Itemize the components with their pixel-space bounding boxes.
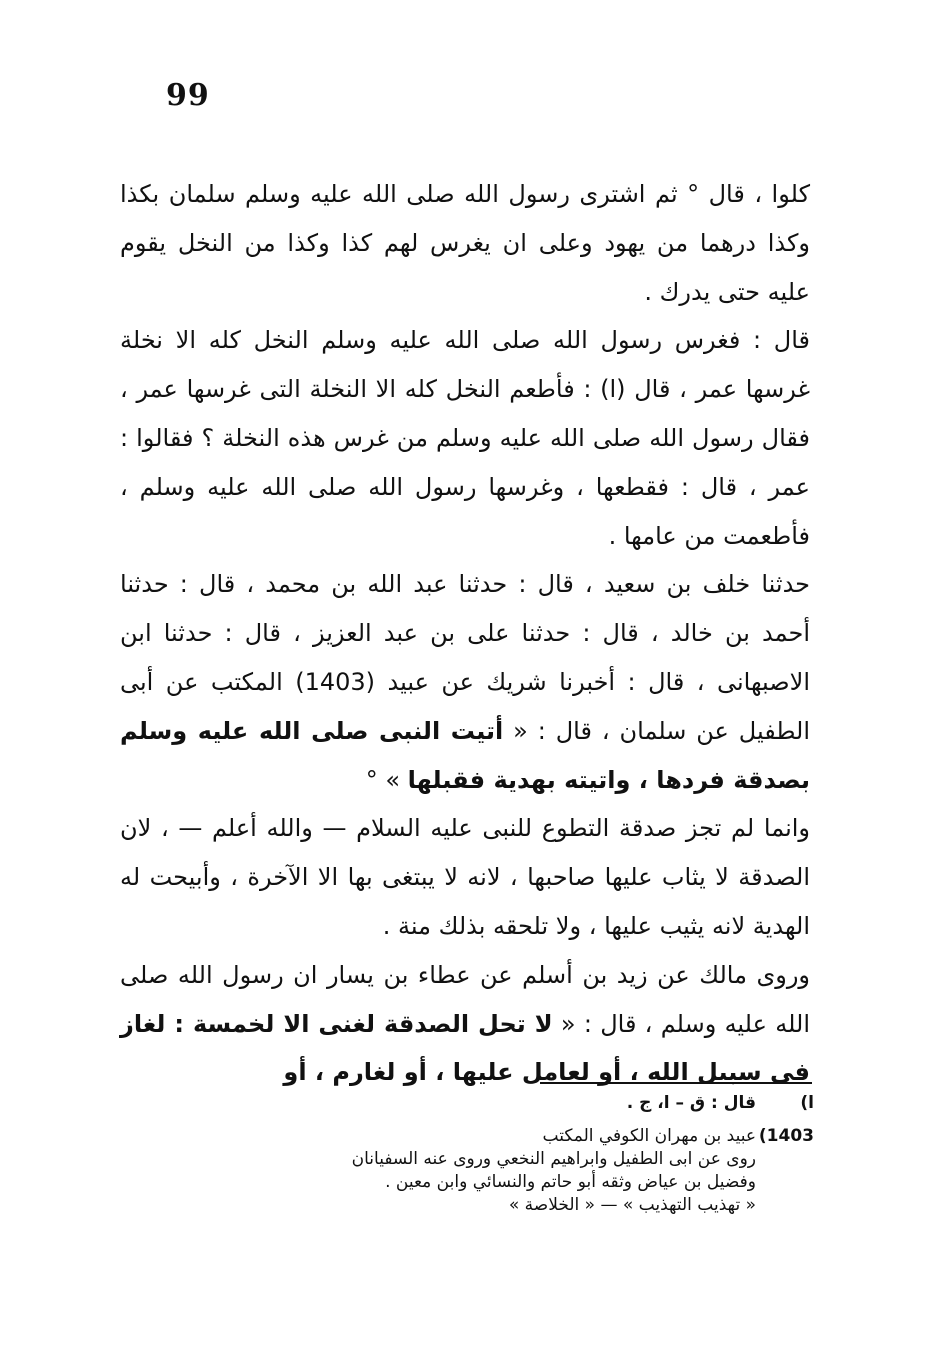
hadith-quote-gift: أتيت النبى صلى الله عليه وسلم بصدقة فردها ، واتيته بهدية فقبلها: [120, 716, 810, 794]
footnote-1403-line-3: وفضيل بن عياض وثقه أبو حاتم والنسائي وابن معين .: [385, 1172, 756, 1192]
footnote-a-text: قال : ق – ا، ج .: [626, 1093, 756, 1113]
paragraph-4: [120, 804, 810, 950]
footnote-1403-line-4: « تهذيب التهذيب » — « الخلاصة »: [508, 1195, 756, 1215]
footnote-a-marker: ا): [800, 1093, 814, 1113]
paragraph-1-text: كلوا ، قال ° ثم اشترى رسول الله صلى الله عليه وسلم سلمان بكذا وكذا درهما من يهود وعلى ان يغرس لهم كذا وكذا من النخل يقوم عليه حتى يدرك .: [120, 180, 810, 306]
footnote-1403-line-2: روى عن ابى الطفيل وابراهيم النخعي وروى عنه السفيانان: [351, 1149, 756, 1169]
page-number: 99: [166, 78, 210, 113]
main-text: [120, 170, 810, 1097]
footnote-1403-line-1: عبيد بن مهران الكوفي المكتب: [542, 1126, 756, 1146]
hadith-quote-sadaqa: لا تحل الصدقة لغنى الا لخمسة : لغاز فى سبيل الله ، أو لعامل عليها ، أو لغارم ، أو: [120, 1009, 810, 1087]
paragraph-5: [120, 951, 810, 1097]
paragraph-3: [120, 560, 810, 804]
footnote-1403-marker: 1403): [758, 1126, 814, 1146]
footnote-1403-body: [120, 1125, 756, 1217]
footnote-1403: [120, 1125, 814, 1217]
footnote-divider: [540, 1082, 812, 1084]
paragraph-4-text: وانما لم تجز صدقة التطوع للنبى عليه السلام — والله أعلم — ، لان الصدقة لا يثاب عليها صاحبها ، لانه لا يبتغى بها الا الآخرة ، وأبيحت له الهدية لانه يثيب عليها ، ولا تلحقه بذلك منة .: [120, 814, 810, 940]
paragraph-1: [120, 170, 810, 316]
paragraph-2-text: قال : فغرس رسول الله صلى الله عليه وسلم النخل كله الا نخلة غرسها عمر ، قال (ا) : فأطعم النخل كله الا النخلة التى غرسها عمر ، فقال رسول الله صلى الله عليه وسلم من غرس هذه النخلة ؟ فقالوا : عمر ، قال : فقطعها ، وغرسها رسول الله صلى الله عليه وسلم ، فأطعمت من عامها .: [120, 326, 810, 550]
paragraph-3-text: حدثنا خلف بن سعيد ، قال : حدثنا عبد الله بن محمد ، قال : حدثنا أحمد بن خالد ، قال : حدثنا على بن عبد العزيز ، قال : حدثنا ابن الاصبهانى ، قال : أخبرنا شريك عن عبيد (1403) المكتب عن أبى الطفيل عن سلمان ، قال : «: [120, 570, 811, 745]
paragraph-3-close: » °: [365, 765, 408, 794]
paragraph-2: [120, 316, 810, 560]
paragraph-5-text: وروى مالك عن زيد بن أسلم عن عطاء بن يسار ان رسول الله صلى الله عليه وسلم ، قال : «: [120, 960, 810, 1038]
footnote-a: [120, 1092, 814, 1115]
footnotes: [120, 1092, 814, 1217]
